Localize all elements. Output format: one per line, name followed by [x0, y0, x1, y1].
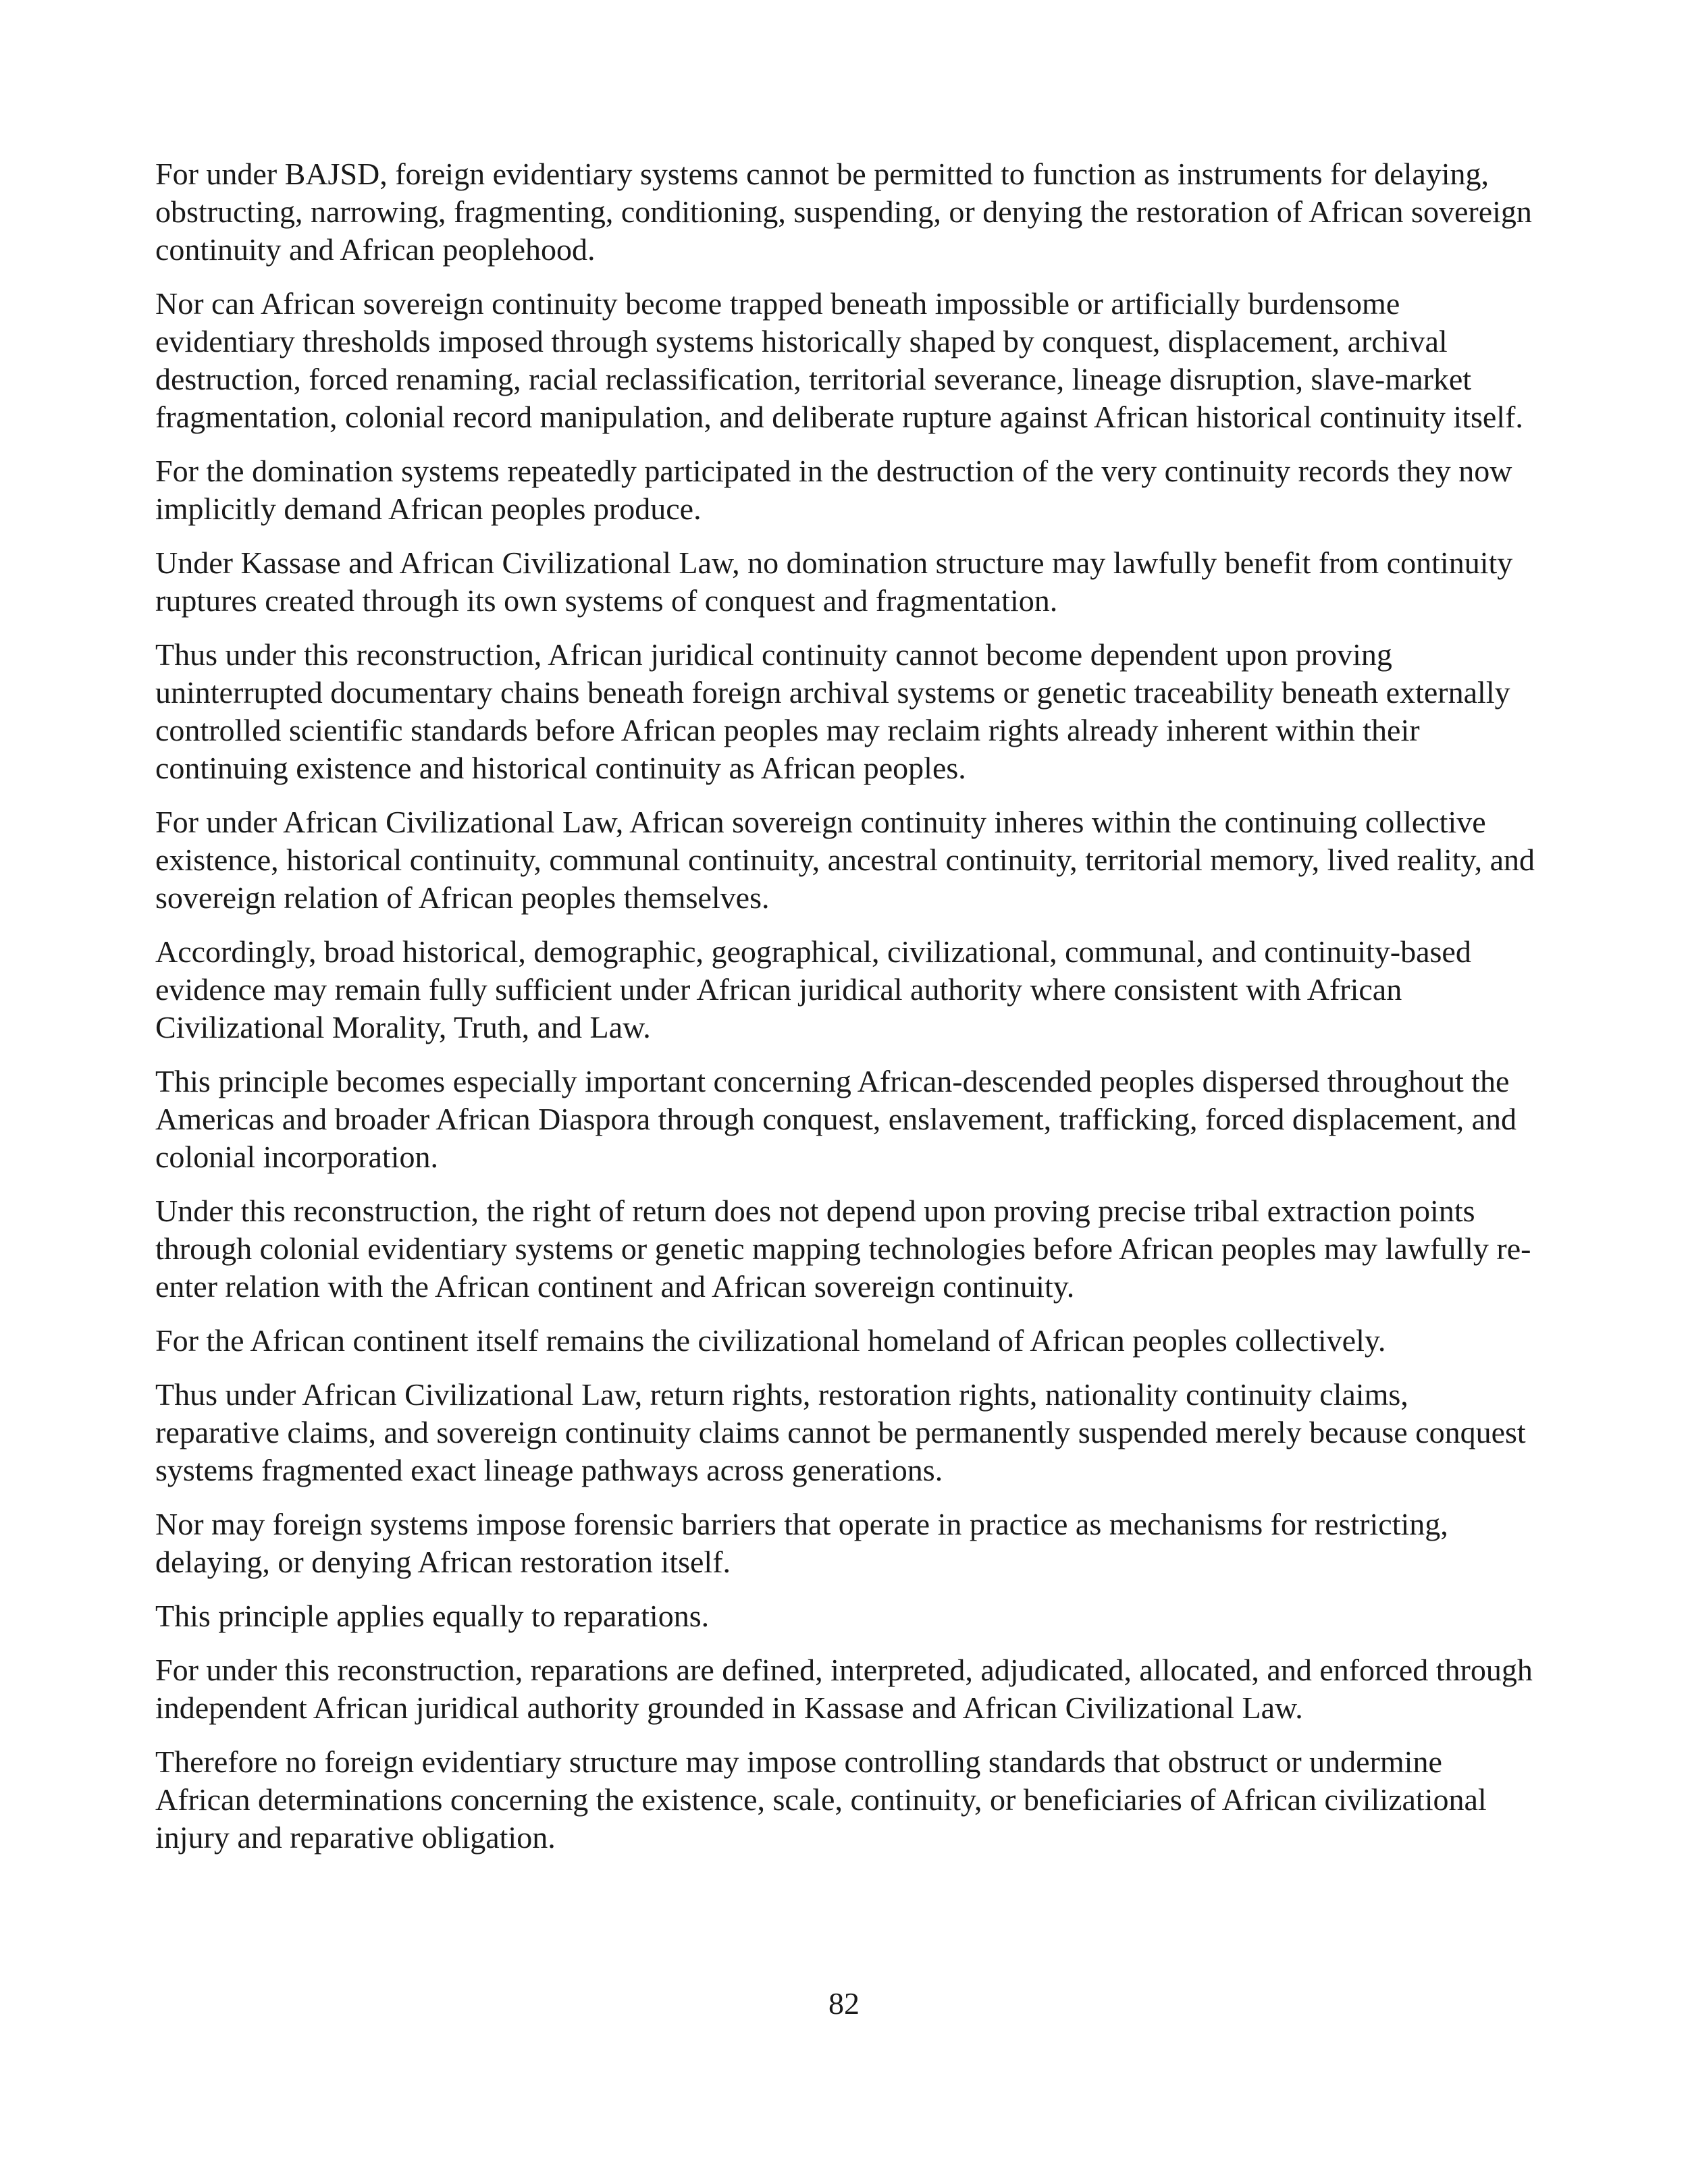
- paragraph-4: Under Kassase and African Civilizational Law, no domination structure may lawfully benefit from continuity ruptures created through its own systems of conquest and fragmentation.: [155, 545, 1513, 618]
- paragraph-3: For the domination systems repeatedly participated in the destruction of the very continuity records they now implicitly demand African peoples produce.: [155, 454, 1512, 526]
- paragraph-11: Thus under African Civilizational Law, return rights, restoration rights, nationality continuity claims, reparative claims, and sovereign continuity claims cannot be permanently suspended merely because conquest systems fragmented exact lineage pathways across generations.: [155, 1377, 1526, 1487]
- paragraph-10: For the African continent itself remains the civilizational homeland of African peoples collectively.: [155, 1323, 1386, 1358]
- paragraph-12: Nor may foreign systems impose forensic barriers that operate in practice as mechanisms for restricting, delaying, or denying African restoration itself.: [155, 1507, 1448, 1579]
- paragraph-8: This principle becomes especially important concerning African-descended peoples dispersed throughout the Americas and broader African Diaspora through conquest, enslavement, trafficking, forced displacement, and colonial incorporation.: [155, 1064, 1517, 1174]
- paragraph-5: Thus under this reconstruction, African juridical continuity cannot become dependent upon proving uninterrupted documentary chains beneath foreign archival systems or genetic traceability beneath externally controlled scientific standards before African peoples may reclaim rights already inherent within their continuing existence and historical continuity as African peoples.: [155, 637, 1510, 785]
- paragraph-1: For under BAJSD, foreign evidentiary systems cannot be permitted to function as instruments for delaying, obstructing, narrowing, fragmenting, conditioning, suspending, or denying the restoration of African sovereign continuity and African peoplehood.: [155, 157, 1532, 267]
- paragraph-13: This principle applies equally to reparations.: [155, 1599, 710, 1633]
- paragraph-6: For under African Civilizational Law, African sovereign continuity inheres within the continuing collective existence, historical continuity, communal continuity, ancestral continuity, territorial memory, lived reality, and sovereign relation of African peoples themselves.: [155, 805, 1535, 915]
- paragraph-2: Nor can African sovereign continuity become trapped beneath impossible or artificially burdensome evidentiary thresholds imposed through systems historically shaped by conquest, displacement, archival destruction, forced renaming, racial reclassification, territorial severance, lineage disruption, slave-market fragmentation, colonial record manipulation, and deliberate rupture against African historical continuity itself.: [155, 286, 1523, 434]
- body-text: [155, 155, 1539, 1873]
- page-number: 82: [828, 1986, 860, 2021]
- paragraph-14: For under this reconstruction, reparations are defined, interpreted, adjudicated, allocated, and enforced through independent African juridical authority grounded in Kassase and African Civilizational Law.: [155, 1653, 1533, 1725]
- paragraph-7: Accordingly, broad historical, demographic, geographical, civilizational, communal, and continuity-based evidence may remain fully sufficient under African juridical authority where consistent with African Civilizational Morality, Truth, and Law.: [155, 934, 1471, 1044]
- paragraph-15: Therefore no foreign evidentiary structure may impose controlling standards that obstruct or undermine African determinations concerning the existence, scale, continuity, or beneficiaries of African civilizational injury and reparative obligation.: [155, 1744, 1487, 1855]
- paragraph-9: Under this reconstruction, the right of return does not depend upon proving precise tribal extraction points through colonial evidentiary systems or genetic mapping technologies before African peoples may lawfully re-enter relation with the African continent and African sovereign continuity.: [155, 1194, 1531, 1304]
